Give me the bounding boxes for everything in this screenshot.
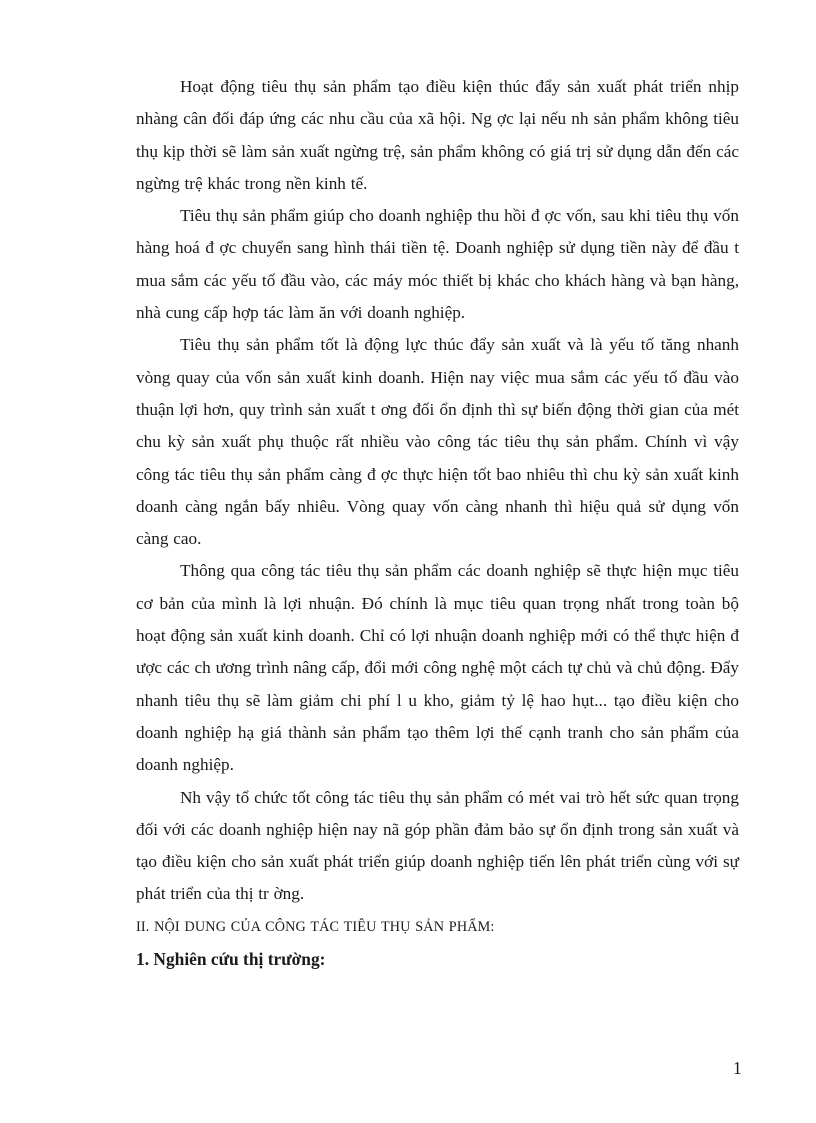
page-number: 1: [733, 1058, 742, 1078]
paragraph-profit-goal: Thông qua công tác tiêu thụ sản phẩm các doanh nghiệp sẽ thực hiện mục tiêu cơ bản của mình là lợi nhuận. Đó chính là mục tiêu quan trọng nhất trong toàn bộ hoạt động sản xuất kinh doanh. Chỉ có lợi nhuận doanh nghiệp mới có thể thực hiện đ ược các ch ương trình nâng cấp, đổi mới công nghệ một cách tự chủ và chủ động. Đẩy nhanh tiêu thụ sẽ làm giảm chi phí l u kho, giảm tỷ lệ hao hụt... tạo điều kiện cho doanh nghiệp hạ giá thành sản phẩm tạo thêm lợi thế cạnh tranh cho sản phẩm của doanh nghiệp.: [136, 561, 739, 775]
page-body: [136, 71, 739, 975]
section-heading: II. NỘI DUNG CỦA CÔNG TÁC TIÊU THỤ SẢN PHẨM:: [136, 918, 495, 935]
paragraph-conclusion: Nh vậy tổ chức tốt công tác tiêu thụ sản phẩm có mét vai trò hết sức quan trọng đối với các doanh nghiệp hiện nay nã góp phần đảm bảo sự ổn định trong sản xuất và tạo điều kiện cho sản xuất phát triển giúp doanh nghiệp tiến lên phát triển cùng với sự phát triển của thị tr ờng.: [136, 787, 739, 904]
subsection-heading: 1. Nghiên cứu thị trường:: [136, 949, 326, 970]
paragraph-capital-recovery: Tiêu thụ sản phẩm giúp cho doanh nghiệp thu hồi đ ợc vốn, sau khi tiêu thụ vốn hàng hoá đ ợc chuyển sang hình thái tiền tệ. Doanh nghiệp sử dụng tiền này để đầu t mua sắm các yếu tố đầu vào, các máy móc thiết bị khác cho khách hàng và bạn hàng, nhà cung cấp hợp tác làm ăn với doanh nghiệp.: [136, 206, 739, 323]
paragraph-capital-turnover: Tiêu thụ sản phẩm tốt là động lực thúc đẩy sản xuất và là yếu tố tăng nhanh vòng quay của vốn sản xuất kinh doanh. Hiện nay việc mua sắm các yếu tố đầu vào thuận lợi hơn, quy trình sản xuất t ơng đối ổn định thì sự biến động thời gian của mét chu kỳ sản xuất phụ thuộc rất nhiều vào công tác tiêu thụ sản phẩm. Chính vì vậy công tác tiêu thụ sản phẩm càng đ ợc thực hiện tốt bao nhiêu thì chu kỳ sản xuất kinh doanh càng ngắn bấy nhiêu. Vòng quay vốn càng nhanh thì hiệu quả sử dụng vốn càng cao.: [136, 335, 739, 549]
paragraph-sales-role: Hoạt động tiêu thụ sản phẩm tạo điều kiện thúc đẩy sản xuất phát triển nhịp nhàng cân đối đáp ứng các nhu cầu của xã hội. Ng ợc lại nếu nh sản phẩm không tiêu thụ kịp thời sẽ làm sản xuất ngừng trệ, sản phẩm không có giá trị sử dụng dẫn đến các ngừng trệ khác trong nền kinh tế.: [136, 77, 739, 193]
